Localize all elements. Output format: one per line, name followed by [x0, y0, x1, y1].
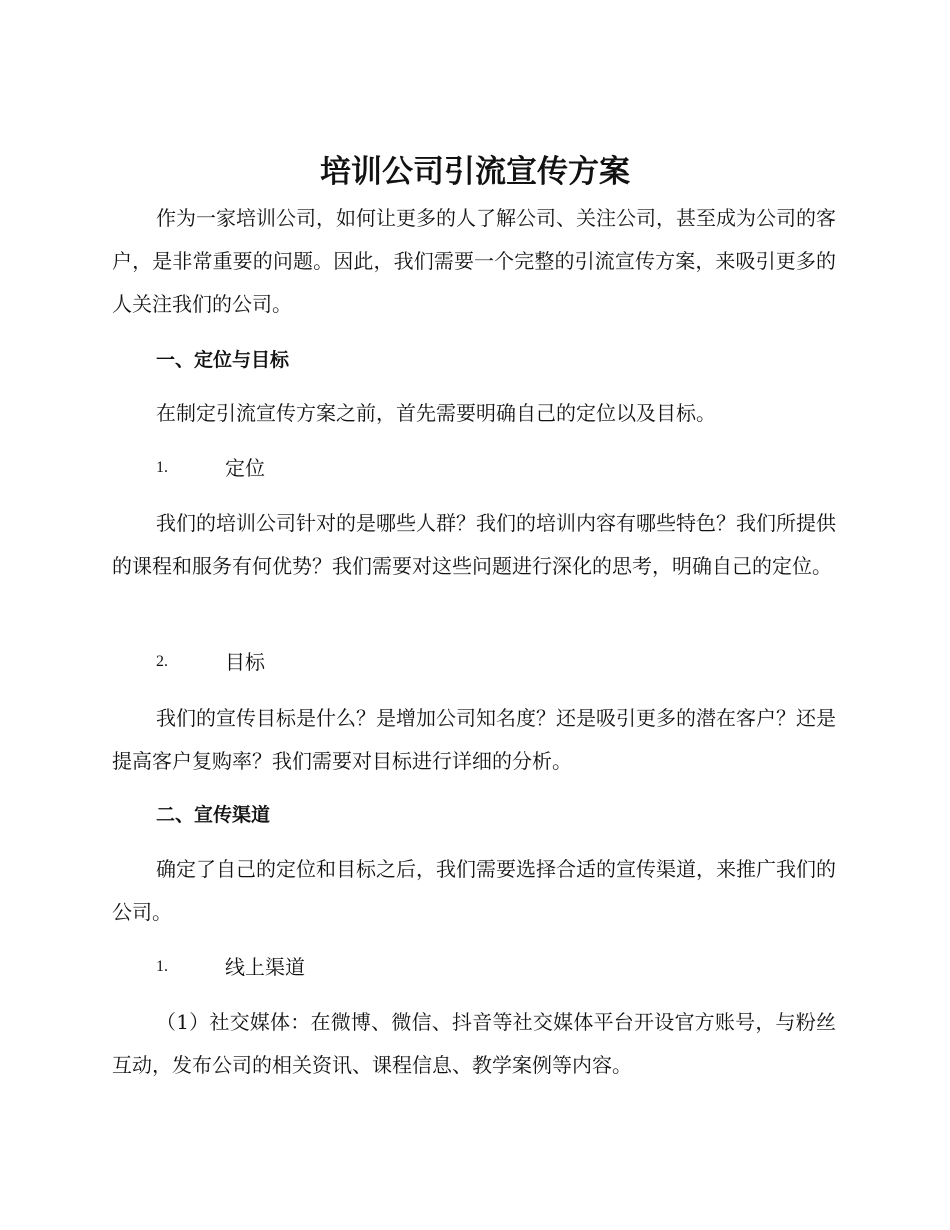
intro-paragraph: 作为一家培训公司，如何让更多的人了解公司、关注公司，甚至成为公司的客户，是非常重要的问题。因此，我们需要一个完整的引流宣传方案，来吸引更多的人关注我们的公司。: [112, 206, 836, 316]
section1-item1-paragraph: 我们的培训公司针对的是哪些人群？我们的培训内容有哪些特色？我们所提供的课程和服务有何优势？我们需要对这些问题进行深化的思考，明确自己的定位。: [112, 511, 836, 578]
section1-intro-paragraph: 在制定引流宣传方案之前，首先需要明确自己的定位以及目标。: [156, 401, 716, 425]
list-number: 1.: [156, 958, 168, 975]
section2-item1-paragraph: （1）社交媒体：在微博、微信、抖音等社交媒体平台开设官方账号，与粉丝互动，发布公司的相关资讯、课程信息、教学案例等内容。: [112, 1010, 836, 1077]
list-number: 1.: [156, 459, 168, 476]
section1-item2-paragraph: 我们的宣传目标是什么？是增加公司知名度？还是吸引更多的潜在客户？还是提高客户复购率？我们需要对目标进行详细的分析。: [112, 706, 836, 773]
list-label: 定位: [225, 456, 265, 480]
list-label: 目标: [225, 650, 265, 674]
list-number: 2.: [156, 653, 168, 670]
section1-item2: [156, 647, 756, 677]
section1-item1: [156, 453, 756, 483]
document-title: 培训公司引流宣传方案: [320, 154, 630, 190]
section2-heading: 二、宣传渠道: [156, 804, 271, 826]
section2-item1: [156, 952, 756, 982]
list-label: 线上渠道: [225, 955, 305, 979]
section1-heading: 一、定位与目标: [156, 349, 290, 371]
section2-intro-paragraph: 确定了自己的定位和目标之后，我们需要选择合适的宣传渠道，来推广我们的公司。: [112, 857, 836, 924]
